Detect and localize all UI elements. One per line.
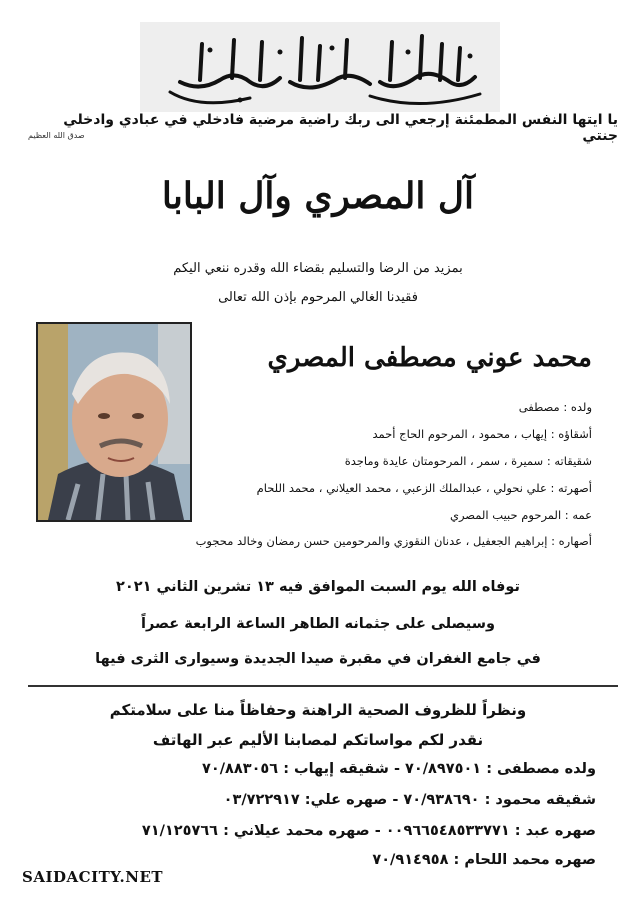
relative-in-laws: أصهاره : إبراهيم الجعفيل ، عدنان النقوزي والمرحومين حسن رمضان وخالد محجوب — [195, 534, 592, 548]
site-watermark: SAIDACITY.NET — [22, 868, 164, 886]
relative-sisters: شقيقاته : سميرة ، سمر ، المرحومتان عايدة وماجدة — [344, 454, 592, 468]
contact-line-2: شقيقه محمود : ٧٠/٩٣٨٦٩٠ - صهره علي: ٠٣/٧٢٢٩١٧ — [223, 792, 596, 808]
funeral-date: توفاه الله يوم السبت الموافق فيه ١٣ تشرين الثاني ٢٠٢١ — [116, 579, 520, 595]
funeral-location: في جامع الغفران في مقبرة صيدا الجديدة وسيوارى الثرى فيها — [95, 651, 541, 667]
funeral-prayer-time: وسيصلى على جثمانه الطاهر الساعة الرابعة عصراً — [140, 616, 495, 632]
notice-line-2: نقدر لكم مواساتكم لمصابنا الأليم عبر الهاتف — [152, 731, 484, 749]
quran-verse: يا ايتها النفس المطمئنة إرجعي الى ربك راضية مرضية فادخلي في عبادي وادخلي جنتي — [63, 112, 618, 144]
contact-line-4: صهره محمد اللحام : ٧٠/٩١٤٩٥٨ — [372, 852, 596, 868]
verse-credit: صدق الله العظيم — [28, 131, 85, 140]
relative-uncle: عمه : المرحوم حبيب المصري — [449, 508, 592, 522]
relative-son: ولده : مصطفى — [518, 400, 592, 414]
contact-line-1: ولده مصطفى : ٧٠/٨٩٧٥٠١ - شقيقه إيهاب : ٧٠/٨٨٣٠٥٦ — [202, 761, 596, 777]
deceased-photo — [36, 322, 192, 522]
announcement-line-2: فقيدنا الغالي المرحوم بإذن الله تعالى — [218, 290, 418, 305]
notice-line-1: ونظراً للظروف الصحية الراهنة وحفاظاً منا على سلامتكم — [109, 701, 527, 719]
family-names-title: آل المصري وآل البابا — [161, 175, 475, 217]
relative-sons-in-law: أصهرته : علي نحولي ، عبدالملك الزعبي ، محمد العيلاني ، محمد اللحام — [256, 481, 592, 495]
announcement-line-1: بمزيد من الرضا والتسليم بقضاء الله وقدره ننعي اليكم — [173, 261, 463, 276]
calligraphy-banner — [140, 22, 500, 112]
deceased-name: محمد عوني مصطفى المصري — [267, 343, 592, 373]
relative-brothers: أشقاؤه : إيهاب ، محمود ، المرحوم الحاج أحمد — [372, 427, 592, 441]
section-divider — [28, 685, 618, 687]
contact-line-3: صهره عبد : ٠٠٩٦٦٥٤٨٥٣٣٧٧١ - صهره محمد عيلاني : ٧١/١٢٥٧٦٦ — [141, 823, 596, 839]
calligraphy-artwork — [140, 22, 500, 112]
